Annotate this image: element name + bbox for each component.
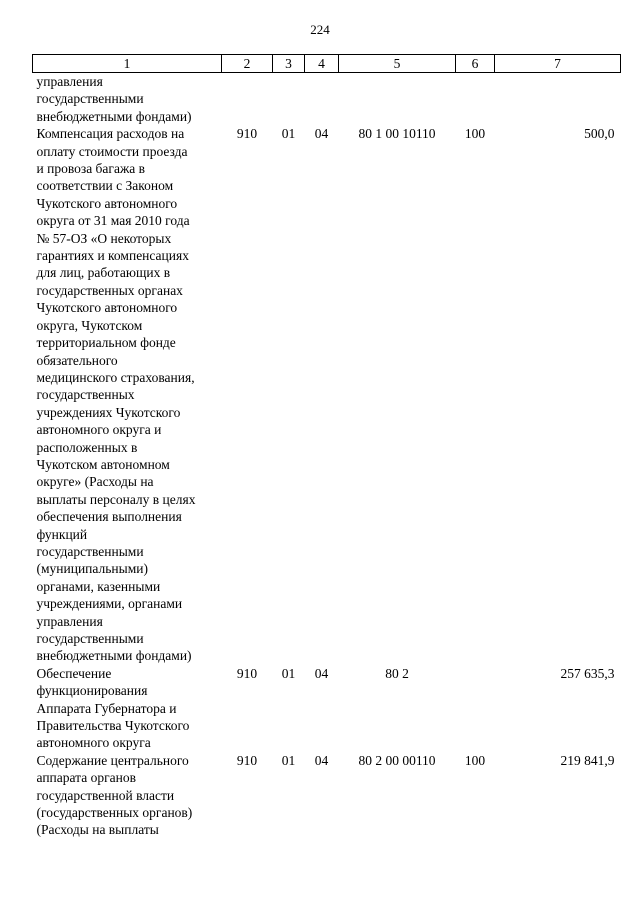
description-line: оплату стоимости проезда — [36, 143, 188, 159]
expense-type-cell — [456, 665, 495, 752]
description-cell — [33, 665, 222, 752]
table-row — [33, 665, 621, 752]
budget-table — [32, 54, 621, 839]
description-line: (государственных органов) — [36, 805, 193, 821]
description-line: государственными — [36, 91, 144, 107]
description-line: функций — [36, 526, 88, 542]
description-line: Правительства Чукотского — [36, 718, 190, 734]
target-article-cell: 80 1 00 10110 — [358, 126, 436, 142]
description-line: № 57-ОЗ «О некоторых — [36, 230, 172, 246]
description-cell — [33, 73, 222, 126]
admin-code-cell: 910 — [236, 665, 258, 681]
header-cell-3: 3 — [273, 55, 305, 73]
description-line: государственными — [36, 631, 144, 646]
header-cell-7: 7 — [495, 55, 621, 73]
expense-type-cell: 100 — [464, 126, 486, 142]
description-line: (муниципальными) — [36, 561, 148, 577]
subsection-code-cell: 04 — [314, 126, 329, 142]
description-line: и провоза багажа в — [36, 161, 146, 177]
table-header — [33, 55, 621, 73]
description-line: Обеспечение — [36, 665, 112, 681]
table-row — [33, 73, 621, 126]
expense-type-cell: 100 — [464, 752, 486, 768]
description-line: округа от 31 мая 2010 года — [36, 213, 190, 229]
description-line: Чукотского автономного — [36, 195, 178, 211]
header-cell-5: 5 — [339, 55, 456, 73]
amount-cell: 257 635,3 — [560, 665, 615, 681]
description-line: функционирования — [36, 683, 148, 699]
target-article-cell — [339, 73, 456, 126]
description-line: Чукотском автономном — [36, 456, 170, 472]
description-line: Чукотского автономного — [36, 300, 178, 316]
header-cell-6: 6 — [456, 55, 495, 73]
subsection-code-cell: 04 — [314, 665, 329, 681]
description-line: выплаты персоналу в целях — [36, 491, 196, 507]
header-cell-4: 4 — [305, 55, 339, 73]
description-line: Аппарата Губернатора и — [36, 700, 177, 716]
description-line: округа, Чукотском — [36, 317, 143, 333]
description-line: государственной власти — [36, 787, 175, 803]
amount-cell: 219 841,9 — [560, 752, 615, 768]
description-line: государственными — [36, 543, 144, 559]
admin-code-cell: 910 — [236, 752, 258, 768]
description-line: медицинского страхования, — [36, 369, 195, 385]
expense-type-cell — [456, 73, 495, 126]
description-line: Содержание центрального — [36, 752, 189, 768]
header-cell-1: 1 — [33, 55, 222, 73]
header-cell-2: 2 — [222, 55, 273, 73]
table-row — [33, 125, 621, 665]
description-line: (Расходы на выплаты — [36, 822, 159, 838]
description-line: гарантиях и компенсациях — [36, 248, 189, 264]
target-article-cell: 80 2 00 00110 — [358, 752, 436, 768]
description-line: для лиц, работающих в — [36, 265, 171, 281]
section-code-cell: 01 — [281, 126, 296, 142]
admin-code-cell — [222, 73, 273, 126]
description-line: территориальном фонде — [36, 335, 176, 351]
subsection-code-cell: 04 — [314, 752, 329, 768]
description-line: государственных — [36, 387, 135, 403]
description-cell — [33, 752, 222, 839]
description-cell — [33, 125, 222, 665]
description-line: обеспечения выполнения — [36, 509, 182, 525]
amount-cell: 500,0 — [584, 126, 615, 142]
description-line: округе» (Расходы на — [36, 474, 154, 490]
description-line: управления — [36, 74, 103, 89]
header-row — [33, 55, 621, 73]
description-line: учреждениях Чукотского — [36, 404, 181, 420]
description-line: соответствии с Законом — [36, 178, 174, 194]
description-line: обязательного — [36, 352, 118, 368]
description-line: управления — [36, 613, 103, 629]
description-line: Компенсация расходов на — [36, 126, 185, 142]
section-code-cell — [273, 73, 305, 126]
section-code-cell: 01 — [281, 752, 296, 768]
page-number: 224 — [310, 22, 330, 37]
subsection-code-cell — [305, 73, 339, 126]
table-row — [33, 752, 621, 839]
description-line: расположенных в — [36, 439, 138, 455]
description-line: учреждениями, органами — [36, 596, 183, 612]
target-article-cell: 80 2 — [385, 665, 409, 681]
description-line: аппарата органов — [36, 770, 136, 786]
description-line: автономного округа и — [36, 422, 162, 438]
section-code-cell: 01 — [281, 665, 296, 681]
description-line: автономного округа — [36, 735, 151, 751]
description-line: внебюджетными фондами) — [36, 648, 192, 664]
description-line: внебюджетными фондами) — [36, 108, 192, 124]
admin-code-cell: 910 — [236, 126, 258, 142]
table-body — [33, 73, 621, 839]
description-line: органами, казенными — [36, 578, 161, 594]
amount-cell — [495, 73, 621, 126]
description-line: государственных органах — [36, 282, 183, 298]
